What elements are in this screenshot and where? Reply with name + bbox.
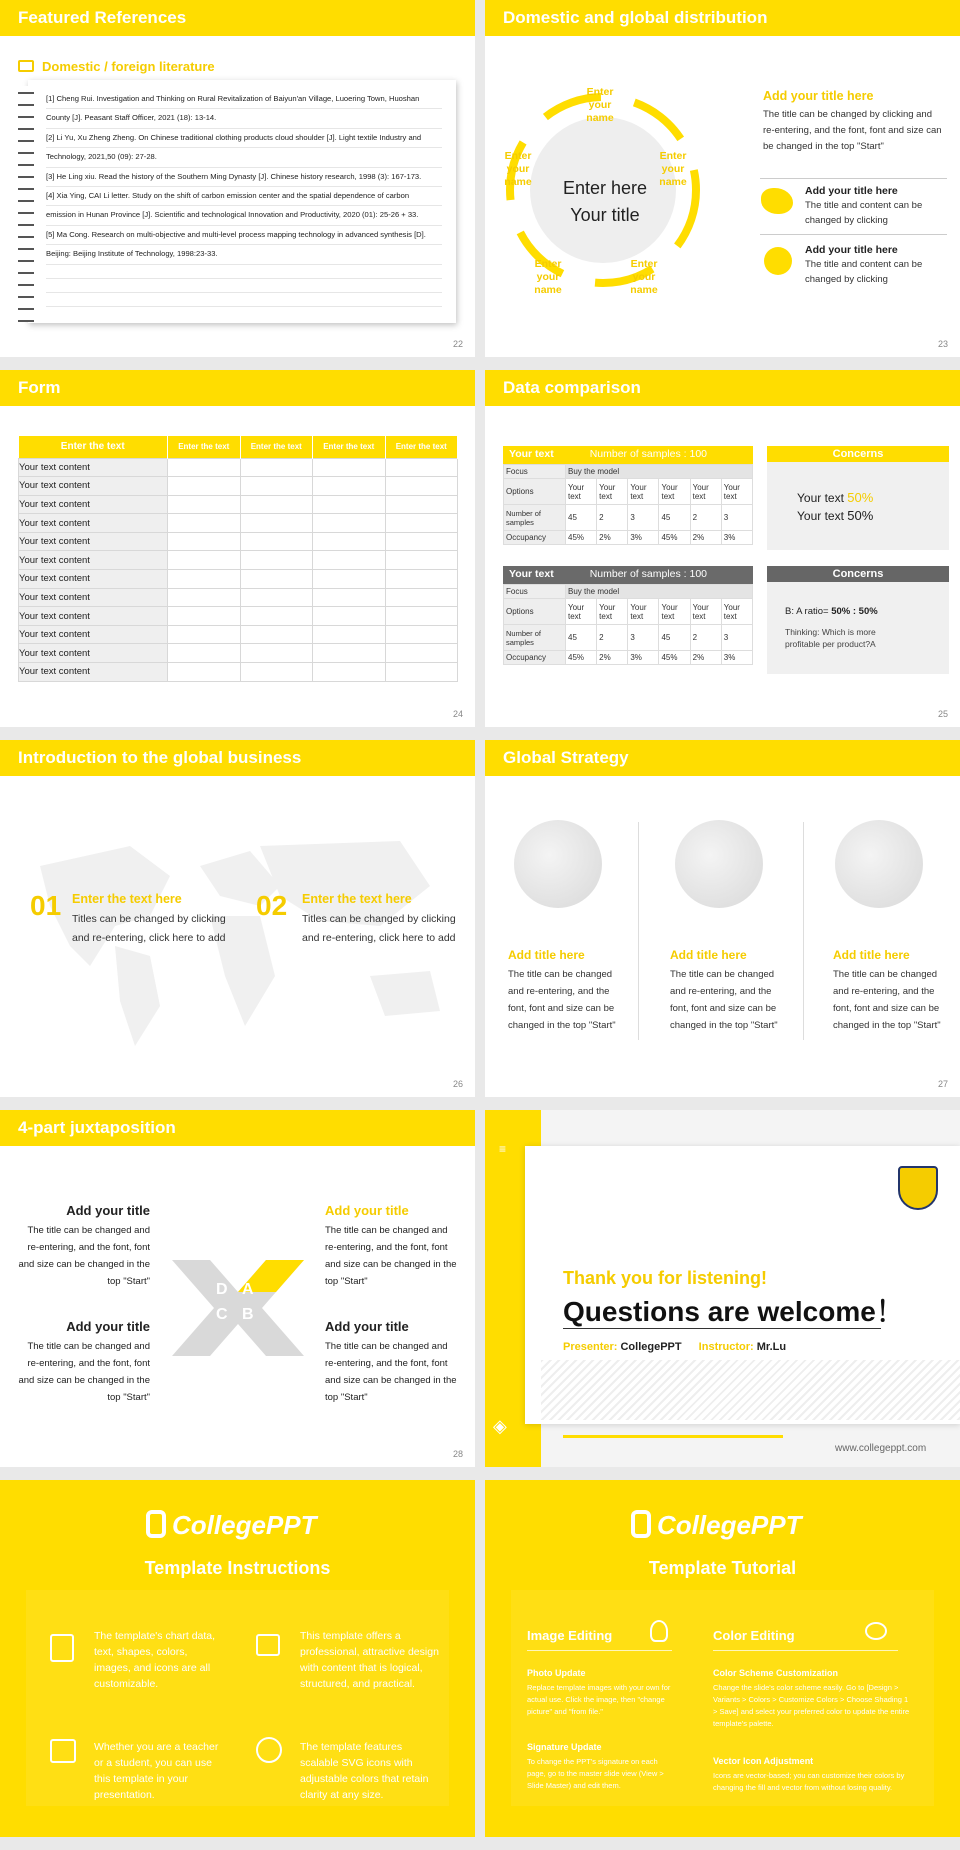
instruction-text: This template offers a professional, attractive design with content that is logical, structured, and practical. — [300, 1630, 439, 1690]
table-cell[interactable] — [385, 551, 458, 570]
occupancy-cell: 2% — [690, 531, 721, 545]
column-title: Add title here — [833, 948, 910, 962]
table-cell[interactable] — [385, 477, 458, 496]
table-cell[interactable] — [168, 458, 241, 477]
tip-title: Signature Update — [527, 1742, 602, 1752]
count-label: Number of samples — [504, 505, 566, 531]
reference-line: [3] He Ling xiu. Read the history of the Southern Ming Dynasty [J]. Chinese history research, 1998 (3): 167-173. — [46, 168, 442, 187]
occupancy-cell: 3% — [628, 531, 659, 545]
table-cell[interactable] — [385, 458, 458, 477]
table-row — [19, 570, 458, 589]
option-cell: Your text — [566, 479, 597, 505]
reference-line: emission in Hunan Province [J]. Scientific and technological Innovation and Productivity, 2020 (01): 25-26 + 33. — [46, 206, 442, 225]
ppt-file-icon — [50, 1634, 74, 1662]
concerns-label: Your text — [797, 491, 844, 505]
count-cell: 45 — [566, 625, 597, 651]
focus-label: Focus — [504, 585, 566, 599]
slide-28[interactable] — [0, 1110, 475, 1467]
reference-line: Technology, 2021,50 (09): 27-28. — [46, 148, 442, 167]
ratio-value: 50% : 50% — [831, 606, 878, 617]
buy-model-label: Buy the model — [566, 585, 753, 599]
occupancy-label: Occupancy — [504, 531, 566, 545]
tip-text: Icons are vector-based; you can customize their colors by changing the fill and vector from without losing quality. — [713, 1771, 905, 1792]
concerns-value: 50% — [847, 490, 874, 505]
collegeppt-logo — [146, 1510, 166, 1538]
option-cell: Your text — [597, 599, 628, 625]
table-cell[interactable] — [168, 551, 241, 570]
table-cell[interactable] — [168, 663, 241, 682]
table-cell[interactable] — [385, 570, 458, 589]
table-cell[interactable] — [168, 477, 241, 496]
table-header-cell: Enter the text — [385, 436, 458, 458]
thanks-text: Thank you for listening! — [563, 1268, 768, 1288]
tip-title: Color Scheme Customization — [713, 1668, 839, 1678]
logo-text: CollegePPT — [657, 1510, 802, 1540]
table-cell[interactable] — [240, 551, 313, 570]
slide-heading: Template Instructions — [144, 1558, 331, 1578]
x-shape-graphic — [172, 1260, 304, 1356]
table-label: Your text — [509, 568, 554, 580]
collegeppt-logo — [631, 1510, 651, 1538]
count-cell: 3 — [721, 505, 752, 531]
reference-line: [1] Cheng Rui. Investigation and Thinking on Rural Revitalization of Baiyun'an Village, Luoering Town, Huoshan — [46, 90, 442, 109]
table-cell[interactable] — [240, 663, 313, 682]
questions-text: Questions are welcome！ — [563, 1296, 904, 1327]
column-text: The title can be changed and re-entering, and the font, font and size can be changed in the top "Start" — [833, 969, 941, 1031]
basketball-icon — [256, 1737, 282, 1763]
table-cell[interactable] — [313, 607, 386, 626]
letter-d: D — [216, 1281, 228, 1298]
table-cell[interactable] — [240, 477, 313, 496]
column-title: Add title here — [670, 948, 747, 962]
count-cell: 3 — [628, 505, 659, 531]
section-heading: Image Editing — [527, 1628, 613, 1643]
table-header-cell: Enter the text — [168, 436, 241, 458]
table-cell[interactable] — [240, 532, 313, 551]
table-cell[interactable] — [313, 625, 386, 644]
table-cell[interactable] — [168, 514, 241, 533]
table-cell[interactable] — [240, 495, 313, 514]
page-number: 26 — [452, 1079, 463, 1089]
table-cell[interactable] — [313, 644, 386, 663]
concerns-title: Concerns — [767, 566, 949, 582]
letter-a: A — [242, 1281, 254, 1298]
china-map-icon — [761, 188, 793, 214]
option-cell: Your text — [721, 599, 752, 625]
table-row — [19, 458, 458, 477]
table-cell[interactable] — [168, 588, 241, 607]
slide-22[interactable] — [0, 0, 475, 357]
tip-text: Replace template images with your own for actual use. Click the image, then "change picture" and "from file." — [527, 1683, 671, 1716]
table-cell[interactable]: Your text content — [19, 644, 168, 663]
focus-label: Focus — [504, 465, 566, 479]
count-cell: 2 — [597, 505, 628, 531]
tip-title: Photo Update — [527, 1668, 586, 1678]
occupancy-cell: 45% — [566, 531, 597, 545]
concerns-label: Your text — [797, 509, 844, 523]
instruction-text: Whether you are a teacher or a student, you can use this template in your presentation. — [94, 1741, 219, 1801]
option-cell: Your text — [690, 479, 721, 505]
spiral-binding — [18, 86, 34, 322]
item-title: Enter the text here — [72, 892, 182, 906]
ratio-label: B: A ratio= — [785, 606, 829, 617]
count-cell: 2 — [690, 625, 721, 651]
count-cell: 2 — [597, 625, 628, 651]
count-cell: 2 — [690, 505, 721, 531]
samples-label: Number of samples : 100 — [589, 448, 707, 460]
occupancy-cell: 45% — [659, 651, 690, 665]
table-cell[interactable]: Your text content — [19, 458, 168, 477]
section-heading: Color Editing — [713, 1628, 795, 1643]
column-divider — [803, 822, 804, 1040]
table-row — [19, 625, 458, 644]
table-cell[interactable]: Your text content — [19, 663, 168, 682]
item-text: The title can be changed and re-entering, and the font, font and size can be changed in the top "Start" — [18, 1225, 150, 1287]
slide-26[interactable] — [0, 740, 475, 1097]
item-text: Titles can be changed by clicking and re-entering, click here to add — [72, 913, 226, 944]
table-cell[interactable] — [313, 588, 386, 607]
concerns-box-1 — [767, 446, 949, 550]
options-label: Options — [504, 479, 566, 505]
slide-thanks[interactable] — [485, 1110, 960, 1467]
title-underline — [563, 1328, 881, 1329]
table-cell[interactable] — [385, 644, 458, 663]
item-number: 01 — [30, 890, 62, 921]
menu-icon: ≡ — [499, 1142, 507, 1156]
letter-b: B — [242, 1306, 254, 1323]
occupancy-cell: 2% — [597, 531, 628, 545]
page-number: 25 — [937, 709, 948, 719]
table-cell[interactable] — [168, 644, 241, 663]
palette-icon — [865, 1622, 887, 1640]
logo-text: CollegePPT — [172, 1510, 317, 1540]
section-subtitle: Domestic / foreign literature — [42, 59, 215, 74]
slide-tutorial[interactable] — [485, 1480, 960, 1837]
option-cell: Your text — [628, 599, 659, 625]
page-number: 22 — [452, 339, 463, 349]
right-title: Add your title here — [763, 89, 874, 103]
table-row — [19, 532, 458, 551]
center-title-1: Enter here — [562, 178, 648, 198]
table-header-cell: Enter the text — [19, 436, 168, 458]
table-cell[interactable]: Your text content — [19, 607, 168, 626]
concerns-box-2 — [767, 566, 949, 674]
occupancy-cell: 2% — [597, 651, 628, 665]
table-cell[interactable] — [240, 644, 313, 663]
thinking-text: Thinking: Which is more profitable per product?A — [785, 627, 876, 649]
table-cell[interactable]: Your text content — [19, 625, 168, 644]
instruction-text: The template's chart data, text, shapes, colors, images, and icons are all customizable. — [94, 1630, 216, 1690]
page-number: 27 — [937, 1079, 948, 1089]
table-row — [19, 607, 458, 626]
table-cell[interactable] — [240, 570, 313, 589]
layers-icon: ◈ — [493, 1416, 507, 1436]
item-text: The title and content can be changed by clicking — [805, 259, 923, 285]
table-row — [19, 495, 458, 514]
item-text: The title can be changed and re-entering, and the font, font and size can be changed in the top "Start" — [18, 1341, 150, 1403]
occupancy-label: Occupancy — [504, 651, 566, 665]
table-row — [19, 663, 458, 682]
node-label: Enter your name — [659, 150, 687, 188]
table-cell[interactable] — [313, 514, 386, 533]
node-label: Enter your name — [504, 150, 532, 188]
table-cell[interactable]: Your text content — [19, 570, 168, 589]
table-cell[interactable] — [313, 570, 386, 589]
user-card-icon — [50, 1739, 76, 1763]
table-cell[interactable] — [313, 532, 386, 551]
slide-23[interactable] — [485, 0, 960, 357]
item-text: The title and content can be changed by clicking — [805, 200, 923, 226]
count-cell: 3 — [721, 625, 752, 651]
table-cell[interactable] — [385, 532, 458, 551]
count-cell: 3 — [628, 625, 659, 651]
presenter-line: Presenter: CollegePPT Instructor: Mr.Lu — [563, 1341, 787, 1353]
concerns-title: Concerns — [767, 446, 949, 462]
instruction-text: The template features scalable SVG icons with adjustable colors that retain clarity at any size. — [300, 1741, 429, 1801]
option-cell: Your text — [597, 479, 628, 505]
slide-title: Data comparison — [485, 370, 960, 406]
item-title: Add your title here — [805, 244, 898, 256]
wave-graphic — [541, 1360, 960, 1420]
table-cell[interactable]: Your text content — [19, 551, 168, 570]
options-label: Options — [504, 599, 566, 625]
yellow-accent-line — [563, 1435, 783, 1438]
table-header-cell: Enter the text — [240, 436, 313, 458]
item-title: Add your title — [66, 1203, 150, 1218]
comparison-table-1 — [503, 446, 753, 545]
slide-title: Form — [0, 370, 475, 406]
table-cell[interactable] — [240, 607, 313, 626]
option-cell: Your text — [690, 599, 721, 625]
occupancy-cell: 3% — [721, 531, 752, 545]
emblem-logo — [898, 1166, 938, 1210]
table-cell[interactable] — [313, 551, 386, 570]
globe-icon — [764, 247, 792, 275]
table-cell[interactable]: Your text content — [19, 477, 168, 496]
occupancy-cell: 45% — [659, 531, 690, 545]
table-cell[interactable] — [168, 532, 241, 551]
table-cell[interactable] — [385, 625, 458, 644]
table-cell[interactable]: Your text content — [19, 495, 168, 514]
option-cell: Your text — [659, 479, 690, 505]
page-number: 23 — [937, 339, 948, 349]
occupancy-cell: 45% — [566, 651, 597, 665]
table-cell[interactable] — [385, 607, 458, 626]
concerns-value: 50% — [847, 508, 874, 523]
section-divider — [527, 1650, 672, 1651]
table-cell[interactable] — [313, 663, 386, 682]
item-title: Add your title — [66, 1319, 150, 1334]
buy-model-label: Buy the model — [566, 465, 753, 479]
count-cell: 45 — [659, 505, 690, 531]
table-cell[interactable] — [385, 663, 458, 682]
slide-title: Introduction to the global business — [0, 740, 475, 776]
table-row — [19, 644, 458, 663]
table-cell[interactable] — [168, 570, 241, 589]
table-cell[interactable] — [240, 625, 313, 644]
item-text: Titles can be changed by clicking and re-entering, click here to add — [302, 913, 456, 944]
column-divider — [638, 822, 639, 1040]
item-text: The title can be changed and re-entering, and the font, font and size can be changed in the top "Start" — [325, 1341, 457, 1403]
item-number: 02 — [256, 890, 288, 921]
table-cell[interactable] — [168, 495, 241, 514]
table-row — [19, 477, 458, 496]
page-number: 28 — [452, 1449, 463, 1459]
option-cell: Your text — [659, 599, 690, 625]
item-title: Add your title — [325, 1319, 409, 1334]
globe-image — [675, 820, 763, 908]
table-cell[interactable] — [313, 477, 386, 496]
table-cell[interactable]: Your text content — [19, 588, 168, 607]
website-url: www.collegeppt.com — [835, 1443, 927, 1454]
occupancy-cell: 3% — [721, 651, 752, 665]
count-label: Number of samples — [504, 625, 566, 651]
table-header-cell: Enter the text — [313, 436, 386, 458]
table-label: Your text — [509, 448, 554, 460]
slide-title: 4-part juxtaposition — [0, 1110, 475, 1146]
table-row — [19, 514, 458, 533]
table-cell[interactable] — [168, 607, 241, 626]
divider — [760, 234, 947, 235]
slide-instructions[interactable] — [0, 1480, 475, 1837]
section-divider — [713, 1650, 898, 1651]
table-cell[interactable] — [313, 458, 386, 477]
slide-heading: Template Tutorial — [648, 1558, 797, 1578]
tip-title: Vector Icon Adjustment — [713, 1756, 814, 1766]
count-cell: 45 — [659, 625, 690, 651]
node-label: Enter your name — [630, 258, 658, 296]
table-cell[interactable] — [385, 495, 458, 514]
tip-text: Change the slide's color scheme easily. Go to [Design > Variants > Colors > Customize Colors > Choose Shading 1 > Save] and select your preferred color to update the entire template's palette. — [713, 1683, 910, 1728]
table-row — [19, 588, 458, 607]
occupancy-cell: 3% — [628, 651, 659, 665]
tip-text: To change the PPT's signature on each page, go to the master slide view (View > Slide Master) and edit them. — [527, 1757, 664, 1790]
slide-title: Featured References — [0, 0, 475, 36]
globe-image — [835, 820, 923, 908]
table-cell[interactable]: Your text content — [19, 532, 168, 551]
item-title: Add your title — [325, 1203, 409, 1218]
letter-c: C — [216, 1306, 228, 1323]
occupancy-cell: 2% — [690, 651, 721, 665]
comparison-table-2 — [503, 566, 753, 665]
table-cell[interactable] — [240, 514, 313, 533]
table-cell[interactable] — [385, 514, 458, 533]
table-cell[interactable] — [313, 495, 386, 514]
samples-label: Number of samples : 100 — [589, 568, 707, 580]
reference-line: County [J]. Peasant Staff Officer, 2021 (18): 13-14. — [46, 109, 442, 128]
slide-title: Domestic and global distribution — [485, 0, 960, 36]
book-icon — [18, 60, 34, 72]
slide-25[interactable] — [485, 370, 960, 727]
divider — [760, 178, 947, 179]
count-cell: 45 — [566, 505, 597, 531]
option-cell: Your text — [566, 599, 597, 625]
table-cell[interactable] — [168, 625, 241, 644]
option-cell: Your text — [721, 479, 752, 505]
reference-line: [5] Ma Cong. Research on multi-objective and multi-level process mapping technology in advanced synthesis [D]. — [46, 226, 442, 245]
reference-line: [2] Li Yu, Xu Zheng Zheng. On Chinese traditional clothing products cloud shoulder [J]. Light textile Industry and — [46, 129, 442, 148]
reference-line: Beijing: Beijing Institute of Technology, 1998:23-33. — [46, 245, 442, 264]
option-cell: Your text — [628, 479, 659, 505]
lightbulb-icon — [650, 1620, 668, 1642]
center-title-2: Your title — [570, 205, 640, 225]
globe-image — [514, 820, 602, 908]
reference-card — [28, 80, 456, 323]
item-title: Add your title here — [805, 185, 898, 197]
node-label: Enter your name — [534, 258, 562, 296]
stack-icon — [256, 1634, 280, 1656]
column-title: Add title here — [508, 948, 585, 962]
table-cell[interactable] — [240, 458, 313, 477]
form-table — [18, 436, 458, 682]
item-text: The title can be changed and re-entering, and the font, font and size can be changed in the top "Start" — [325, 1225, 457, 1287]
slide-title: Global Strategy — [485, 740, 960, 776]
column-text: The title can be changed and re-entering, and the font, font and size can be changed in the top "Start" — [670, 969, 778, 1031]
right-text: The title can be changed by clicking and re-entering, and the font, font and size can be changed in the top "Start" — [763, 109, 942, 152]
table-cell[interactable] — [240, 588, 313, 607]
table-row — [19, 551, 458, 570]
item-title: Enter the text here — [302, 892, 412, 906]
page-number: 24 — [452, 709, 463, 719]
table-cell[interactable]: Your text content — [19, 514, 168, 533]
node-label: Enter your name — [586, 86, 614, 124]
column-text: The title can be changed and re-entering, and the font, font and size can be changed in the top "Start" — [508, 969, 616, 1031]
table-cell[interactable] — [385, 588, 458, 607]
slide-24[interactable] — [0, 370, 475, 727]
reference-line: [4] Xia Ying, CAI Li letter. Study on the shift of carbon emission center and the spatial dependence of carbon — [46, 187, 442, 206]
slide-27[interactable] — [485, 740, 960, 1097]
